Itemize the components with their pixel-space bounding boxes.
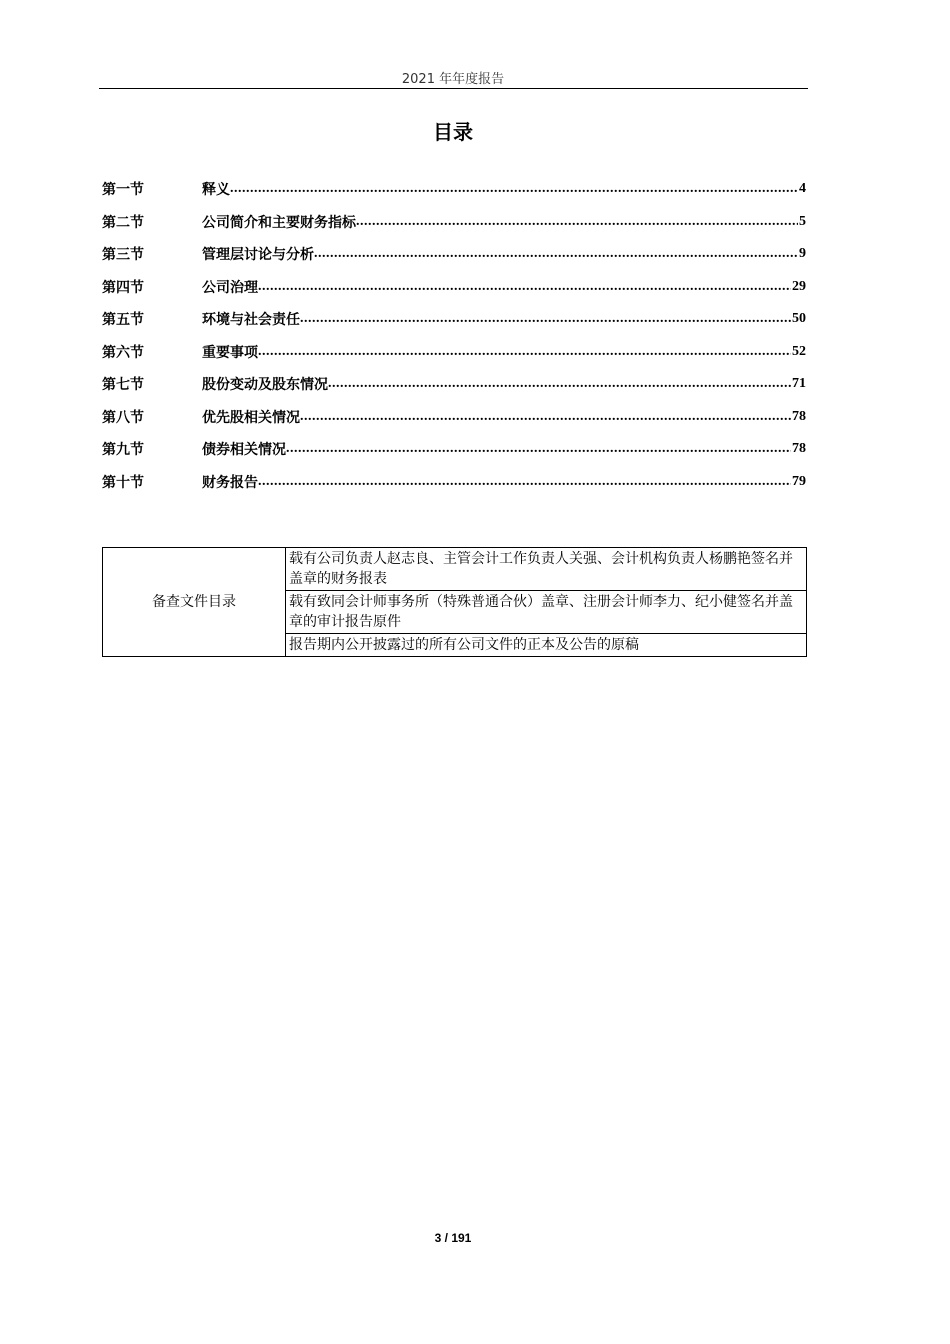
toc-section-name: 重要事项 — [202, 344, 258, 361]
toc-entry[interactable] — [102, 303, 806, 336]
toc-entry[interactable] — [102, 238, 806, 271]
table-of-contents — [102, 173, 806, 498]
toc-section-name: 债券相关情况 — [202, 442, 286, 459]
toc-leader-dots — [258, 344, 791, 360]
toc-entry[interactable] — [102, 368, 806, 401]
toc-entry[interactable] — [102, 206, 806, 239]
toc-entry[interactable] — [102, 401, 806, 434]
toc-entry[interactable] — [102, 271, 806, 304]
toc-section-name: 管理层讨论与分析 — [202, 247, 314, 264]
toc-page-number: 71 — [792, 376, 806, 392]
toc-entry[interactable] — [102, 336, 806, 369]
toc-section-number: 第三节 — [102, 247, 144, 264]
header-rule — [99, 88, 808, 89]
toc-page-number: 79 — [792, 473, 806, 489]
toc-section-name: 公司治理 — [202, 279, 258, 296]
toc-section-number: 第七节 — [102, 377, 144, 394]
toc-leader-dots — [314, 246, 798, 262]
toc-leader-dots — [258, 279, 791, 295]
toc-section-number: 第二节 — [102, 214, 144, 231]
toc-entry[interactable] — [102, 173, 806, 206]
toc-page-number: 4 — [799, 181, 806, 197]
toc-page-number: 5 — [799, 213, 806, 229]
toc-section-name: 财务报告 — [202, 474, 258, 491]
toc-leader-dots — [300, 409, 791, 425]
toc-section-number: 第四节 — [102, 279, 144, 296]
toc-section-name: 公司简介和主要财务指标 — [202, 214, 356, 231]
toc-section-name: 优先股相关情况 — [202, 409, 300, 426]
toc-section-number: 第一节 — [102, 182, 144, 199]
toc-leader-dots — [258, 474, 791, 490]
toc-entry[interactable] — [102, 466, 806, 499]
toc-leader-dots — [230, 181, 798, 197]
toc-page-number: 29 — [792, 278, 806, 294]
table-row — [103, 548, 807, 591]
toc-leader-dots — [300, 311, 791, 327]
reference-doc-item: 报告期内公开披露过的所有公司文件的正本及公告的原稿 — [286, 634, 807, 657]
toc-section-number: 第六节 — [102, 344, 144, 361]
toc-page-number: 9 — [799, 246, 806, 262]
page-title: 目录 — [433, 120, 473, 144]
page-number-footer: 3 / 191 — [434, 1231, 472, 1245]
toc-page-number: 52 — [792, 343, 806, 359]
toc-leader-dots — [286, 441, 791, 457]
toc-page-number: 50 — [792, 311, 806, 327]
toc-entry[interactable] — [102, 433, 806, 466]
reference-docs-label: 备查文件目录 — [103, 548, 286, 657]
reference-documents-table — [102, 547, 807, 657]
toc-leader-dots — [356, 214, 798, 230]
toc-section-number: 第五节 — [102, 312, 144, 329]
toc-section-number: 第九节 — [102, 442, 144, 459]
reference-doc-item: 载有致同会计师事务所（特殊普通合伙）盖章、注册会计师李力、纪小健签名并盖章的审计报告原件 — [286, 591, 807, 634]
toc-page-number: 78 — [792, 408, 806, 424]
running-header: 2021 年年度报告 — [401, 72, 505, 87]
toc-leader-dots — [328, 376, 791, 392]
reference-doc-item: 载有公司负责人赵志良、主管会计工作负责人关强、会计机构负责人杨鹏艳签名并盖章的财务报表 — [286, 548, 807, 591]
toc-section-name: 释义 — [202, 182, 230, 199]
toc-section-number: 第八节 — [102, 409, 144, 426]
toc-section-name: 环境与社会责任 — [202, 312, 300, 329]
toc-section-name: 股份变动及股东情况 — [202, 377, 328, 394]
toc-page-number: 78 — [792, 441, 806, 457]
toc-section-number: 第十节 — [102, 474, 144, 491]
